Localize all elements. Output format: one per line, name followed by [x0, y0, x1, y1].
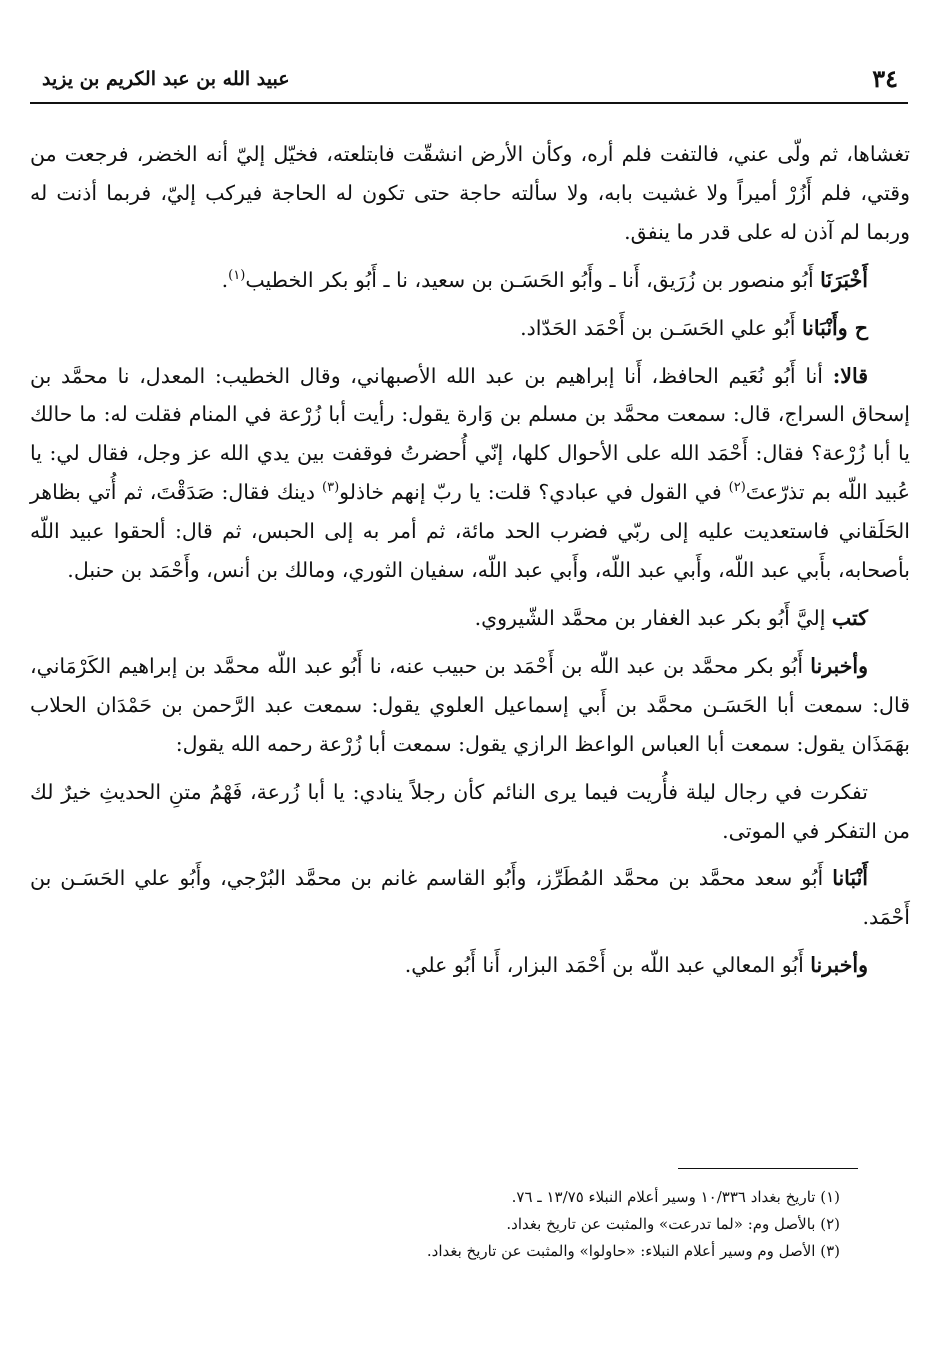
paragraph-4-text-b: في القول في عبادي؟ قلت: يا ربّ إنهم خاذلو	[339, 480, 729, 505]
paragraph-4-text-c: دينك فقال: صَدَقْتَ، ثم أُتي بظاهر الحَلَقاني فاستعديت عليه إلى ربّي فضرب الحد مائة، ثم أمر به إلى الحبس، ثم قال: ألحقوا عبيد اللّه بأصحابه، بأَبي عبد اللّه، وأَبي عبد اللّه، وأَبي عبد اللّه، سفيان الثوري، ومالك بن أنس، وأَحْمَد بن حنبل.	[30, 480, 910, 583]
running-title: عبيد الله بن عبد الكريم بن يزيد	[42, 68, 290, 90]
page-header	[30, 60, 908, 104]
paragraph-2-lead: أَخْبَرَنَا	[820, 267, 868, 292]
main-text	[30, 135, 910, 994]
paragraph-2	[30, 261, 910, 300]
paragraph-5-lead: كتب	[831, 605, 868, 630]
paragraph-3	[30, 309, 910, 348]
footnote-1: (١) تاريخ بغداد ١٠/٣٣٦ وسير أعلام النبلاء ١٣/٧٥ ـ ٧٦.	[511, 1188, 840, 1206]
paragraph-2-text: أَبُو منصور بن زُرَيق، أَنا ـ وأَبُو الحَسَـن بن سعيد، نا ـ أَبُو بكر الخطيب	[245, 267, 821, 292]
paragraph-2-end: .	[221, 267, 229, 292]
paragraph-5-text: إليَّ أَبُو بكر عبد الغفار بن محمَّد الشّيروي.	[474, 605, 832, 630]
footnote-ref-1[interactable]: (١)	[228, 267, 246, 283]
paragraph-9-text: أَبُو المعالي عبد اللّه بن أَحْمَد البزار، أَنا أَبُو علي.	[404, 953, 811, 978]
paragraph-8-lead: أَنْبَانا	[832, 866, 868, 891]
footnote-divider	[678, 1168, 858, 1169]
footnote-2: (٢) بالأصل وم: «لما تدرعت» والمثبت عن تاريخ بغداد.	[506, 1215, 840, 1233]
paragraph-6	[30, 647, 910, 764]
paragraph-4-text-a: أنا أَبُو نُعَيم الحافظ، أَنا إبراهيم بن عبد الله الأصبهاني، وقال الخطيب: المعدل، نا محمَّد بن إسحاق السراج، قال: سمعت محمَّد بن مسلم بن وَارة يقول: رأيت أبا زُرْعة في المنام فقلت له: ما حالك يا أبا زُرْعة؟ فقال: أَحْمَد الله على الأحوال كلها، إنّي أُحضرتُ فوقفت بين يدي الله عز وجل، فقال لي: يا عُبيد اللّه بم تذرّعتَ	[30, 363, 910, 505]
footnote-ref-3[interactable]: (٣)	[322, 480, 340, 496]
footnote-ref-2[interactable]: (٢)	[728, 480, 746, 496]
paragraph-3-text: أَبُو علي الحَسَـن بن أَحْمَد الحَدّاد.	[520, 315, 802, 340]
page-number: ٣٤	[872, 64, 898, 93]
paragraph-3-lead: ح وأَنْبَانا	[801, 315, 868, 340]
paragraph-6-text: أَبُو بكر محمَّد بن عبد اللّه بن أَحْمَد بن حبيب عنه، نا أَبُو عبد اللّه محمَّد بن إبراهيم الكَرْمَاني، قال: سمعت أبا الحَسَـن محمَّد بن أَبي إسماعيل العلوي يقول: سمعت عبد الرَّحمن بن حَمْدَان الحلاب بهَمَذَان يقول: سمعت أبا العباس الواعظ الرازي يقول: سمعت أبا زُرْعة رحمه الله يقول:	[30, 653, 910, 756]
paragraph-9-lead: وأخبرنا	[810, 953, 868, 978]
paragraph-8-text: أَبُو سعد محمَّد بن محمَّد المُطَرِّز، وأَبُو القاسم غانم بن محمَّد البُرْجي، وأَبُو علي الحَسَـن بن أَحْمَد.	[30, 866, 910, 930]
footnote-3: (٣) الأصل وم وسير أعلام النبلاء: «حاولوا» والمثبت عن تاريخ بغداد.	[426, 1242, 840, 1260]
paragraph-4	[30, 357, 910, 590]
paragraph-7: تفكرت في رجال ليلة فأُريت فيما يرى النائم كأن رجلاً ينادي: يا أبا زُرعة، فَهْمُ متنِ الحديثِ خيرٌ لك من التفكر في الموتى.	[30, 779, 910, 843]
paragraph-5	[30, 599, 910, 638]
paragraph-6-lead: وأخبرنا	[810, 653, 868, 678]
paragraph-1: تغشاها، ثم ولّى عني، فالتفت فلم أره، وكأن الأرض انشقّت فابتلعته، فخيّل إليّ أنه الخضر، فرجعت من وقتي، فلم أَزُرْ أميراً ولا غشيت بابه، ولا سألته حاجة حتى تكون له الحاجة فيركب إليّ، فربما أذنت له وربما لم آذن له على قدر ما ينفق.	[30, 142, 910, 244]
footnotes	[300, 1184, 840, 1265]
paragraph-8	[30, 859, 910, 937]
paragraph-9	[30, 946, 910, 985]
paragraph-4-lead: قالا:	[832, 363, 868, 388]
